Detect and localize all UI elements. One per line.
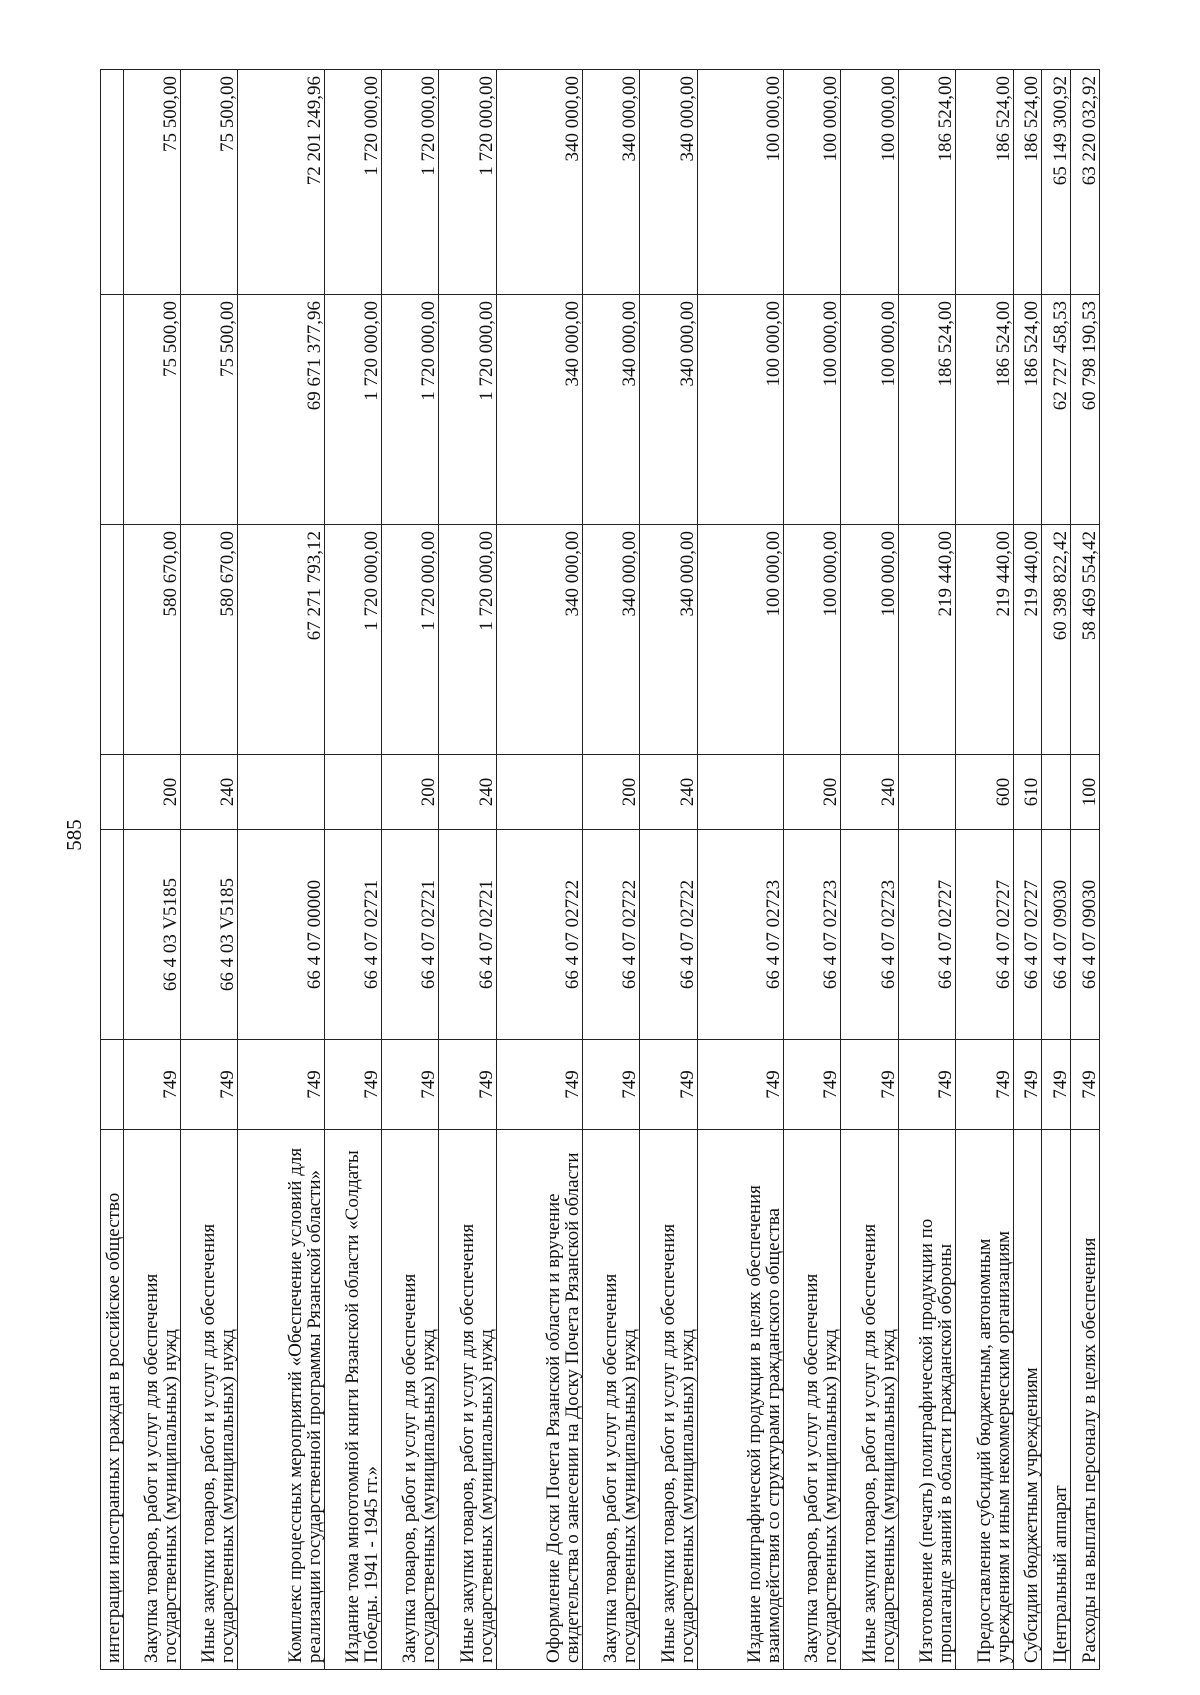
amount-year-3 xyxy=(439,70,496,295)
expense-type-code xyxy=(238,755,324,830)
amount-year-1 xyxy=(783,525,840,755)
amount-year-1 xyxy=(101,525,124,755)
amount-year-2 xyxy=(956,295,1013,525)
amount-year-1-text: 58 469 554,42 xyxy=(1079,531,1100,641)
amount-year-3-text: 63 220 032,92 xyxy=(1079,76,1100,186)
expense-type-code xyxy=(496,755,582,830)
amount-year-2-text: 60 798 190,53 xyxy=(1079,301,1100,411)
table-row xyxy=(697,70,783,1670)
expense-type-code xyxy=(381,755,438,830)
target-article-code-text: 66 4 07 02723 xyxy=(762,879,784,990)
table-row xyxy=(180,70,237,1670)
ministry-code-text: 749 xyxy=(475,1070,497,1099)
amount-year-1 xyxy=(238,525,324,755)
expense-type-code xyxy=(1013,755,1042,830)
amount-year-2-text: 69 671 377,96 xyxy=(303,301,325,411)
expense-type-code xyxy=(101,755,124,830)
amount-year-3-text: 100 000,00 xyxy=(820,76,842,162)
row-name-text: Закупка товаров, работ и услуг для обеспечения государственных (муниципальных) нужд xyxy=(801,1273,842,1663)
expense-type-code xyxy=(324,755,381,830)
amount-year-1-text: 219 440,00 xyxy=(935,531,957,617)
ministry-code xyxy=(101,1040,124,1130)
target-article-code xyxy=(841,830,898,1040)
amount-year-1 xyxy=(1042,525,1071,755)
amount-year-3-text: 1 720 000,00 xyxy=(360,76,382,176)
amount-year-3-text: 65 149 300,92 xyxy=(1050,76,1072,186)
row-name xyxy=(783,1130,840,1670)
table-row xyxy=(640,70,697,1670)
row-name xyxy=(123,1130,180,1670)
ministry-code-text: 749 xyxy=(360,1070,382,1099)
page-number: 585 xyxy=(62,819,86,851)
amount-year-2 xyxy=(697,295,783,525)
ministry-code xyxy=(496,1040,582,1130)
ministry-code-text: 749 xyxy=(877,1070,899,1099)
amount-year-2-text: 100 000,00 xyxy=(762,301,784,387)
target-article-code xyxy=(1071,830,1100,1040)
expense-type-code-text: 200 xyxy=(418,777,440,807)
target-article-code-text: 66 4 07 02722 xyxy=(619,879,641,990)
table-row xyxy=(496,70,582,1670)
amount-year-1 xyxy=(582,525,639,755)
amount-year-3 xyxy=(180,70,237,295)
table-row xyxy=(324,70,381,1670)
row-name xyxy=(898,1130,955,1670)
target-article-code xyxy=(582,830,639,1040)
ministry-code-text: 749 xyxy=(992,1070,1014,1099)
ministry-code xyxy=(180,1040,237,1130)
row-name xyxy=(238,1130,324,1670)
target-article-code-text: 66 4 07 02721 xyxy=(475,879,497,990)
amount-year-3-text: 340 000,00 xyxy=(676,76,698,162)
amount-year-1-text: 67 271 793,12 xyxy=(303,531,325,641)
amount-year-3-text: 75 500,00 xyxy=(159,76,181,152)
amount-year-1-text: 219 440,00 xyxy=(1021,531,1043,617)
target-article-code-text: 66 4 07 02727 xyxy=(935,879,957,990)
target-article-code-text: 66 4 07 02721 xyxy=(418,879,440,990)
amount-year-2-text: 1 720 000,00 xyxy=(418,301,440,401)
expense-type-code xyxy=(783,755,840,830)
row-name xyxy=(324,1130,381,1670)
ministry-code-text: 749 xyxy=(820,1070,842,1099)
amount-year-2 xyxy=(238,295,324,525)
row-name-text: Закупка товаров, работ и услуг для обеспечения государственных (муниципальных) нужд xyxy=(600,1273,641,1663)
amount-year-3-text: 75 500,00 xyxy=(217,76,239,152)
amount-year-1-text: 340 000,00 xyxy=(619,531,641,617)
amount-year-3 xyxy=(841,70,898,295)
budget-table xyxy=(100,69,1100,1670)
amount-year-2 xyxy=(1013,295,1042,525)
ministry-code xyxy=(381,1040,438,1130)
row-name xyxy=(1071,1130,1100,1670)
row-name-text: Издание полиграфической продукции в целях обеспечения взаимодействия со структурами гражданского общества xyxy=(743,1185,784,1663)
amount-year-3 xyxy=(783,70,840,295)
target-article-code-text: 66 4 07 00000 xyxy=(303,879,325,990)
target-article-code-text: 66 4 07 02727 xyxy=(1021,879,1043,990)
ministry-code xyxy=(640,1040,697,1130)
amount-year-1 xyxy=(123,525,180,755)
amount-year-2 xyxy=(1071,295,1100,525)
amount-year-3 xyxy=(898,70,955,295)
table-row xyxy=(381,70,438,1670)
expense-type-code xyxy=(1071,755,1100,830)
target-article-code xyxy=(324,830,381,1040)
amount-year-1 xyxy=(1071,525,1100,755)
table-row xyxy=(898,70,955,1670)
amount-year-1 xyxy=(439,525,496,755)
amount-year-1-text: 1 720 000,00 xyxy=(475,531,497,631)
amount-year-3-text: 100 000,00 xyxy=(877,76,899,162)
amount-year-3 xyxy=(381,70,438,295)
amount-year-1 xyxy=(898,525,955,755)
amount-year-1-text: 100 000,00 xyxy=(877,531,899,617)
expense-type-code-text: 200 xyxy=(619,777,641,807)
amount-year-3 xyxy=(956,70,1013,295)
expense-type-code xyxy=(123,755,180,830)
target-article-code-text: 66 4 07 09030 xyxy=(1050,879,1072,990)
ministry-code-text: 749 xyxy=(1050,1070,1072,1099)
row-name xyxy=(1013,1130,1042,1670)
target-article-code-text: 66 4 03 V5185 xyxy=(159,877,181,992)
expense-type-code xyxy=(439,755,496,830)
amount-year-2 xyxy=(841,295,898,525)
amount-year-2-text: 75 500,00 xyxy=(159,301,181,377)
ministry-code xyxy=(898,1040,955,1130)
table-row xyxy=(101,70,124,1670)
amount-year-3-text: 100 000,00 xyxy=(762,76,784,162)
amount-year-2-text: 100 000,00 xyxy=(877,301,899,387)
expense-type-code xyxy=(697,755,783,830)
target-article-code xyxy=(381,830,438,1040)
target-article-code xyxy=(123,830,180,1040)
amount-year-2 xyxy=(783,295,840,525)
row-name-text: Расходы на выплаты персоналу в целях обеспечения xyxy=(1079,1237,1100,1663)
amount-year-2 xyxy=(180,295,237,525)
amount-year-3 xyxy=(697,70,783,295)
amount-year-2-text: 1 720 000,00 xyxy=(475,301,497,401)
row-name-text: Иные закупки товаров, работ и услуг для обеспечения государственных (муниципальных) нужд xyxy=(858,1223,899,1663)
amount-year-1 xyxy=(324,525,381,755)
ministry-code xyxy=(1071,1040,1100,1130)
amount-year-1-text: 580 670,00 xyxy=(159,531,181,617)
amount-year-1 xyxy=(381,525,438,755)
ministry-code xyxy=(123,1040,180,1130)
table-row xyxy=(1042,70,1071,1670)
target-article-code xyxy=(1042,830,1071,1040)
row-name-text: Комплекс процессных мероприятий «Обеспечение условий для реализации государственной программы Рязанской области» xyxy=(284,1147,325,1663)
amount-year-1 xyxy=(1013,525,1042,755)
target-article-code xyxy=(783,830,840,1040)
row-name xyxy=(1042,1130,1071,1670)
target-article-code xyxy=(439,830,496,1040)
amount-year-1-text: 580 670,00 xyxy=(217,531,239,617)
amount-year-2 xyxy=(1042,295,1071,525)
expense-type-code-text: 240 xyxy=(877,777,899,807)
amount-year-3 xyxy=(324,70,381,295)
ministry-code-text: 749 xyxy=(561,1070,583,1099)
amount-year-3 xyxy=(582,70,639,295)
amount-year-3-text: 72 201 249,96 xyxy=(303,76,325,186)
ministry-code xyxy=(238,1040,324,1130)
expense-type-code xyxy=(1042,755,1071,830)
ministry-code xyxy=(956,1040,1013,1130)
amount-year-2 xyxy=(324,295,381,525)
amount-year-2-text: 75 500,00 xyxy=(217,301,239,377)
target-article-code xyxy=(238,830,324,1040)
row-name-text: Закупка товаров, работ и услуг для обеспечения государственных (муниципальных) нужд xyxy=(140,1273,181,1663)
target-article-code-text: 66 4 07 02722 xyxy=(561,879,583,990)
amount-year-2 xyxy=(898,295,955,525)
expense-type-code xyxy=(640,755,697,830)
ministry-code-text: 749 xyxy=(418,1070,440,1099)
amount-year-3-text: 1 720 000,00 xyxy=(418,76,440,176)
expense-type-code xyxy=(956,755,1013,830)
amount-year-1-text: 1 720 000,00 xyxy=(360,531,382,631)
ministry-code-text: 749 xyxy=(935,1070,957,1099)
expense-type-code-text: 200 xyxy=(159,777,181,807)
table-row xyxy=(582,70,639,1670)
amount-year-2 xyxy=(640,295,697,525)
budget-table-rotated xyxy=(100,70,1100,1670)
row-name-text: Субсидии бюджетным учреждениям xyxy=(1021,1367,1043,1663)
table-row xyxy=(783,70,840,1670)
amount-year-1 xyxy=(697,525,783,755)
table-row xyxy=(439,70,496,1670)
target-article-code xyxy=(956,830,1013,1040)
expense-type-code-text: 100 xyxy=(1079,777,1100,807)
target-article-code-text: 66 4 07 02723 xyxy=(877,879,899,990)
amount-year-2 xyxy=(582,295,639,525)
amount-year-1-text: 1 720 000,00 xyxy=(418,531,440,631)
amount-year-2-text: 340 000,00 xyxy=(619,301,641,387)
amount-year-2 xyxy=(496,295,582,525)
target-article-code xyxy=(1013,830,1042,1040)
row-name-text: Центральный аппарат xyxy=(1050,1485,1072,1663)
expense-type-code-text: 610 xyxy=(1021,777,1043,807)
ministry-code-text: 749 xyxy=(303,1070,325,1099)
amount-year-1-text: 340 000,00 xyxy=(561,531,583,617)
row-name-text: интеграции иностранных граждан в российское общество xyxy=(102,1192,124,1663)
amount-year-1-text: 340 000,00 xyxy=(676,531,698,617)
amount-year-1 xyxy=(496,525,582,755)
ministry-code-text: 749 xyxy=(1021,1070,1043,1099)
row-name-text: Закупка товаров, работ и услуг для обеспечения государственных (муниципальных) нужд xyxy=(399,1273,440,1663)
row-name-text: Издание тома многотомной книги Рязанской области «Солдаты Победы. 1941 - 1945 гг.» xyxy=(341,1150,382,1663)
expense-type-code-text: 240 xyxy=(217,777,239,807)
ministry-code-text: 749 xyxy=(1079,1070,1100,1099)
ministry-code xyxy=(783,1040,840,1130)
ministry-code xyxy=(841,1040,898,1130)
amount-year-1-text: 100 000,00 xyxy=(762,531,784,617)
row-name xyxy=(381,1130,438,1670)
amount-year-1-text: 219 440,00 xyxy=(992,531,1014,617)
amount-year-3 xyxy=(123,70,180,295)
expense-type-code-text: 200 xyxy=(820,777,842,807)
target-article-code-text: 66 4 07 02727 xyxy=(992,879,1014,990)
expense-type-code xyxy=(841,755,898,830)
ministry-code-text: 749 xyxy=(676,1070,698,1099)
expense-type-code xyxy=(898,755,955,830)
row-name-text: Оформление Доски Почета Рязанской области и вручение свидетельства о занесении на Доску Почета Рязанской области xyxy=(542,1152,583,1663)
amount-year-3-text: 186 524,00 xyxy=(992,76,1014,162)
row-name-text: Предоставление субсидий бюджетным, автономным учреждениям и иным некоммерческим организациям xyxy=(973,1230,1014,1663)
amount-year-1 xyxy=(180,525,237,755)
amount-year-2-text: 100 000,00 xyxy=(820,301,842,387)
row-name xyxy=(439,1130,496,1670)
expense-type-code-text: 600 xyxy=(992,777,1014,807)
target-article-code-text: 66 4 07 02723 xyxy=(820,879,842,990)
row-name-text: Иные закупки товаров, работ и услуг для обеспечения государственных (муниципальных) нужд xyxy=(198,1223,239,1663)
amount-year-3 xyxy=(640,70,697,295)
ministry-code xyxy=(439,1040,496,1130)
table-row xyxy=(1071,70,1100,1670)
amount-year-3 xyxy=(1071,70,1100,295)
target-article-code xyxy=(640,830,697,1040)
amount-year-2-text: 186 524,00 xyxy=(935,301,957,387)
budget-table-body xyxy=(101,70,1100,1670)
table-row xyxy=(841,70,898,1670)
target-article-code xyxy=(101,830,124,1040)
amount-year-3-text: 340 000,00 xyxy=(619,76,641,162)
target-article-code xyxy=(180,830,237,1040)
amount-year-2-text: 186 524,00 xyxy=(992,301,1014,387)
target-article-code xyxy=(697,830,783,1040)
amount-year-2-text: 62 727 458,53 xyxy=(1050,301,1072,411)
ministry-code xyxy=(1013,1040,1042,1130)
amount-year-3 xyxy=(101,70,124,295)
amount-year-2-text: 340 000,00 xyxy=(561,301,583,387)
row-name xyxy=(640,1130,697,1670)
table-row xyxy=(238,70,324,1670)
target-article-code-text: 66 4 07 02722 xyxy=(676,879,698,990)
row-name xyxy=(180,1130,237,1670)
amount-year-3-text: 1 720 000,00 xyxy=(475,76,497,176)
expense-type-code-text: 240 xyxy=(676,777,698,807)
expense-type-code-text: 240 xyxy=(475,777,497,807)
amount-year-1 xyxy=(640,525,697,755)
amount-year-3 xyxy=(496,70,582,295)
amount-year-2 xyxy=(439,295,496,525)
amount-year-2-text: 340 000,00 xyxy=(676,301,698,387)
table-row xyxy=(123,70,180,1670)
amount-year-1 xyxy=(956,525,1013,755)
row-name-text: Иные закупки товаров, работ и услуг для обеспечения государственных (муниципальных) нужд xyxy=(456,1223,497,1663)
amount-year-3-text: 186 524,00 xyxy=(935,76,957,162)
expense-type-code xyxy=(582,755,639,830)
amount-year-2 xyxy=(123,295,180,525)
amount-year-1-text: 60 398 822,42 xyxy=(1050,531,1072,641)
row-name xyxy=(582,1130,639,1670)
ministry-code xyxy=(582,1040,639,1130)
amount-year-3 xyxy=(1013,70,1042,295)
ministry-code-text: 749 xyxy=(159,1070,181,1099)
amount-year-3-text: 186 524,00 xyxy=(1021,76,1043,162)
amount-year-3 xyxy=(1042,70,1071,295)
amount-year-2 xyxy=(101,295,124,525)
table-row xyxy=(1013,70,1042,1670)
amount-year-2 xyxy=(381,295,438,525)
target-article-code-text: 66 4 07 02721 xyxy=(360,879,382,990)
target-article-code xyxy=(898,830,955,1040)
table-row xyxy=(956,70,1013,1670)
amount-year-1 xyxy=(841,525,898,755)
target-article-code-text: 66 4 03 V5185 xyxy=(217,877,239,992)
expense-type-code xyxy=(180,755,237,830)
amount-year-1-text: 100 000,00 xyxy=(820,531,842,617)
ministry-code xyxy=(1042,1040,1071,1130)
ministry-code xyxy=(324,1040,381,1130)
row-name xyxy=(841,1130,898,1670)
amount-year-2-text: 1 720 000,00 xyxy=(360,301,382,401)
ministry-code-text: 749 xyxy=(619,1070,641,1099)
row-name xyxy=(697,1130,783,1670)
row-name xyxy=(496,1130,582,1670)
ministry-code-text: 749 xyxy=(762,1070,784,1099)
amount-year-3 xyxy=(238,70,324,295)
ministry-code xyxy=(697,1040,783,1130)
row-name xyxy=(101,1130,124,1670)
row-name-text: Иные закупки товаров, работ и услуг для обеспечения государственных (муниципальных) нужд xyxy=(657,1223,698,1663)
amount-year-2-text: 186 524,00 xyxy=(1021,301,1043,387)
target-article-code-text: 66 4 07 09030 xyxy=(1079,879,1100,990)
ministry-code-text: 749 xyxy=(217,1070,239,1099)
row-name-text: Изготовление (печать) полиграфической продукции по пропаганде знаний в области гражданской обороны xyxy=(916,1218,957,1663)
target-article-code xyxy=(496,830,582,1040)
amount-year-3-text: 340 000,00 xyxy=(561,76,583,162)
row-name xyxy=(956,1130,1013,1670)
